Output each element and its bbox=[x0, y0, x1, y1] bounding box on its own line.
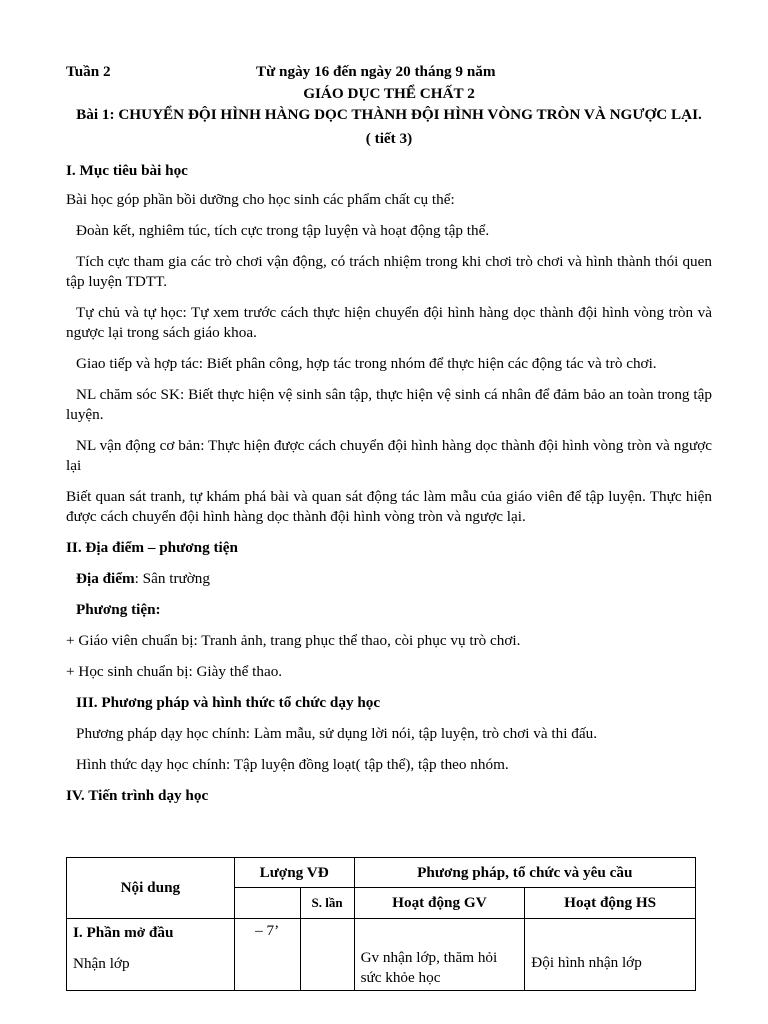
teacher-activity-cell: Gv nhận lớp, thăm hỏi sức khỏe học bbox=[354, 919, 525, 991]
objectives-intro: Bài học góp phần bồi dưỡng cho học sinh các phẩm chất cụ thể: bbox=[66, 191, 455, 208]
objectives-closing: Biết quan sát tranh, tự khám phá bài và quan sát động tác làm mẫu của giáo viên để tập luyện. Thực hiện được cách chuyển đội hình hàng dọc thành đội hình vòng tròn và ngược lại. bbox=[66, 488, 712, 525]
objective-item: Tích cực tham gia các trò chơi vận động, có trách nhiệm trong khi chơi trò chơi và hình thành thói quen tập luyện TDTT. bbox=[66, 253, 712, 290]
teaching-method: Phương pháp dạy học chính: Làm mẫu, sử dụng lời nói, tập luyện, trò chơi và thi đấu. bbox=[76, 725, 597, 742]
teaching-form: Hình thức dạy học chính: Tập luyện đồng loạt( tập thể), tập theo nhóm. bbox=[76, 756, 509, 773]
student-activity-cell: Đội hình nhận lớp bbox=[525, 919, 696, 991]
lesson-title: Bài 1: CHUYỂN ĐỘI HÌNH HÀNG DỌC THÀNH ĐỘI HÌNH VÒNG TRÒN VÀ NGƯỢC LẠI. bbox=[76, 106, 702, 123]
objective-item: NL chăm sóc SK: Biết thực hiện vệ sinh sân tập, thực hiện vệ sinh cá nhân để đảm bảo an toàn trong tập luyện. bbox=[66, 386, 712, 423]
header-amount: Lượng VĐ bbox=[234, 858, 354, 888]
take-attendance-label: Nhận lớp bbox=[73, 955, 130, 972]
part-intro-label: I. Phần mở đầu bbox=[73, 924, 174, 941]
location-label: Địa điểm bbox=[76, 570, 135, 587]
time-cell: – 7’ bbox=[234, 919, 300, 991]
section-objectives-heading: I. Mục tiêu bài học bbox=[66, 162, 188, 179]
objective-item: Đoàn kết, nghiêm túc, tích cực trong tập luyện và hoạt động tập thể. bbox=[76, 222, 490, 239]
location-line bbox=[66, 569, 712, 589]
objective-item: NL vận động cơ bản: Thực hiện được cách chuyển đội hình hàng dọc thành đội hình vòng tròn và ngược lại bbox=[66, 437, 712, 474]
objective-item: Tự chủ và tự học: Tự xem trước cách thực hiện chuyển đội hình hàng dọc thành đội hình vòng tròn và ngược lại trong sách giáo khoa. bbox=[66, 304, 712, 341]
header-teacher-activity: Hoạt động GV bbox=[354, 888, 525, 919]
lesson-plan-table bbox=[66, 857, 696, 991]
document-page bbox=[66, 62, 712, 806]
header-content: Nội dung bbox=[67, 858, 235, 919]
header-method: Phương pháp, tổ chức và yêu cầu bbox=[354, 858, 695, 888]
times-cell bbox=[300, 919, 354, 991]
header-student-activity: Hoạt động HS bbox=[525, 888, 696, 919]
date-range: Từ ngày 16 đến ngày 20 tháng 9 năm bbox=[256, 63, 496, 80]
section-process-heading: IV. Tiến trình dạy học bbox=[66, 787, 209, 804]
objective-item: Giao tiếp và hợp tác: Biết phân công, hợp tác trong nhóm để thực hiện các động tác và trò chơi. bbox=[76, 355, 657, 372]
header-time-empty bbox=[234, 888, 300, 919]
header-times: S. lần bbox=[300, 888, 354, 919]
equipment-label: Phương tiện: bbox=[76, 601, 161, 618]
section-location-heading: II. Địa điểm – phương tiện bbox=[66, 539, 238, 556]
teacher-preparation: + Giáo viên chuẩn bị: Tranh ảnh, trang phục thể thao, còi phục vụ trò chơi. bbox=[66, 632, 521, 649]
document-header bbox=[66, 62, 712, 84]
location-value: : Sân trường bbox=[134, 570, 210, 587]
row-content-cell bbox=[67, 919, 235, 991]
week-label: Tuần 2 bbox=[66, 63, 111, 80]
student-preparation: + Học sinh chuẩn bị: Giày thể thao. bbox=[66, 663, 283, 680]
section-methods-heading: III. Phương pháp và hình thức tổ chức dạy học bbox=[76, 694, 381, 711]
period-label: ( tiết 3) bbox=[365, 130, 413, 147]
subject-title: GIÁO DỤC THỂ CHẤT 2 bbox=[303, 85, 475, 102]
